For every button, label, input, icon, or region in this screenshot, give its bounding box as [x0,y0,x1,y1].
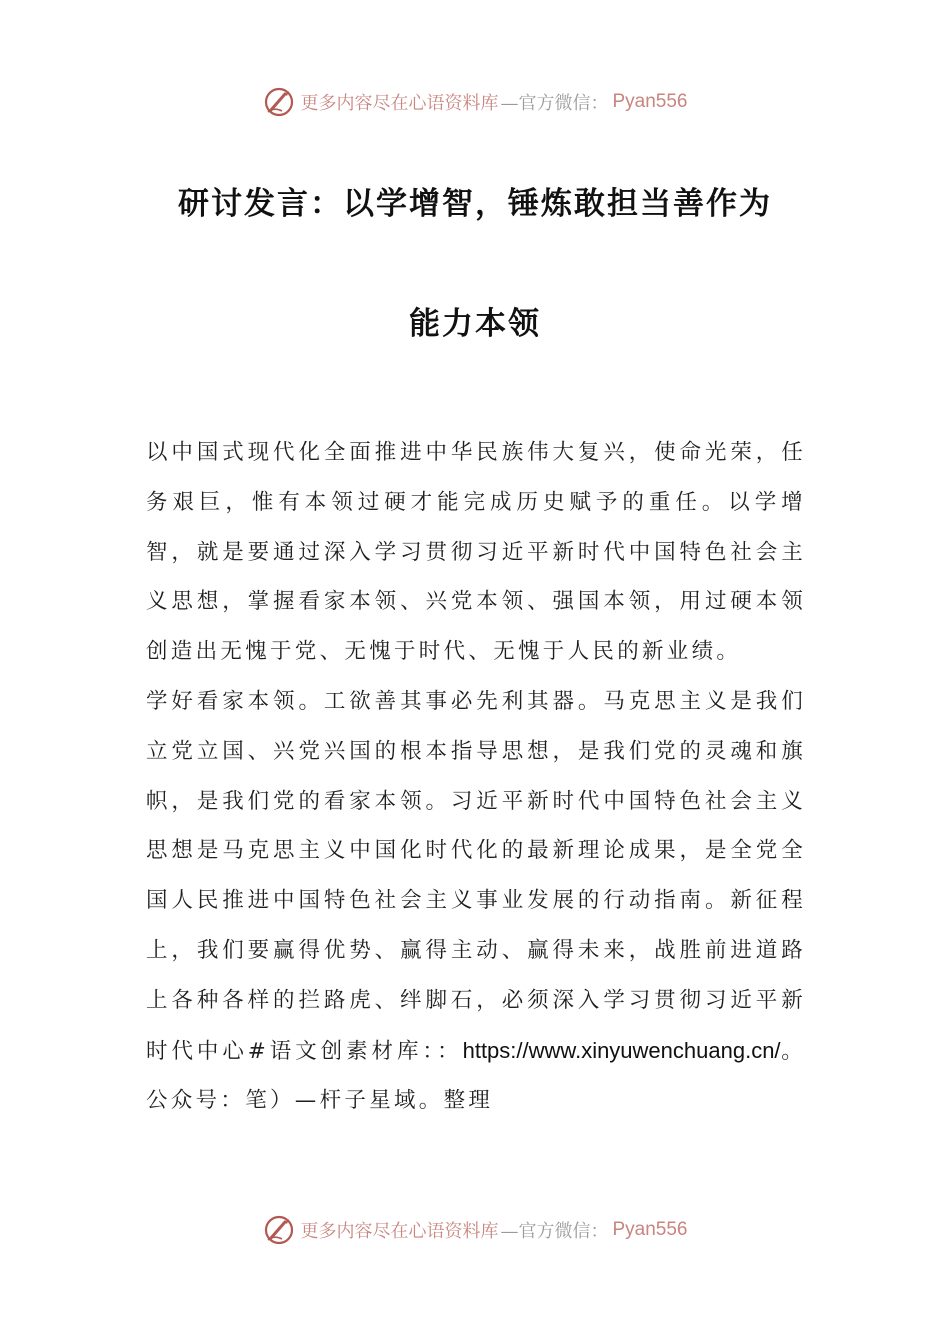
source-url-text: https://www.xinyuwenchuang.cn/ [462,1037,781,1063]
watermark-main-text: 更多内容尽在心语资料库 [300,93,499,114]
paragraph-2-text: 学好看家本领。工欲善其事必先利其器。马克思主义是我们立党立国、兴党兴国的根本指导思想，是我们党的灵魂和旗帜，是我们党的看家本领。习近平新时代中国特色社会主义思想是马克思主义中国化时代化的最新理论成果，是全党全国人民推进中国特色社会主义事业发展的行动指南。新征程上，我们要赢得优势、赢得主动、赢得未来，战胜前进道路上各种各样的拦路虎、绊脚石，必须深入学习贯彻习近平新时代中心#语文创素材库：： [146,688,806,1064]
watermark-sub-text: —官方微信： [500,93,609,114]
watermark-wechat-id: Pyan556 [612,91,688,112]
pen-circle-logo-icon [262,85,296,119]
header-watermark-banner [0,82,950,122]
footer-watermark-banner [0,1210,950,1250]
document-body [146,428,806,1126]
watermark-wechat-id: Pyan556 [612,1219,688,1240]
watermark-sub-text: —官方微信： [500,1221,609,1242]
watermark-main-text: 更多内容尽在心语资料库 [300,1221,499,1242]
paragraph-1: 以中国式现代化全面推进中华民族伟大复兴，使命光荣，任务艰巨，惟有本领过硬才能完成历史赋予的重任。以学增智，就是要通过深入学习贯彻习近平新时代中国特色社会主义思想，掌握看家本领、兴党本领、强国本领，用过硬本领创造出无愧于党、无愧于时代、无愧于人民的新业绩。 [146,440,806,665]
document-title-line-1: 研讨发言：以学增智，锤炼敢担当善作为 [178,186,772,222]
document-title-line-2: 能力本领 [409,306,541,342]
paragraph-2 [146,677,806,1126]
pen-circle-logo-icon [262,1213,296,1247]
paragraph-2-tail: 。公众号：笔）—杆子星域。整理 [146,1038,806,1114]
